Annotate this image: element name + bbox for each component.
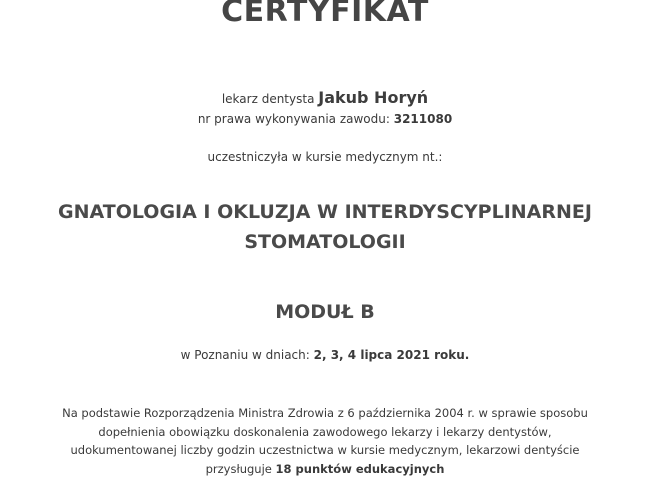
legal-line: udokumentowanej liczby godzin uczestnictwa w kursie medycznym, lekarzowi dentyście: [70, 443, 580, 457]
location-dates-line: [0, 348, 650, 362]
course-dates: 2, 3, 4 lipca 2021 roku.: [313, 348, 470, 362]
license-number: 3211080: [393, 112, 453, 126]
recipient-prefix: lekarz dentysta: [221, 92, 319, 106]
legal-line: dopełnienia obowiązku doskonalenia zawodowego lekarzy i lekarzy dentystów,: [98, 424, 552, 439]
license-line: [0, 112, 650, 126]
legal-line: Na podstawie Rozporządzenia Ministra Zdrowia z 6 października 2004 r. w sprawie sposobu: [62, 406, 588, 420]
legal-text: [20, 404, 630, 478]
participation-text: uczestniczyła w kursie medycznym nt.:: [207, 150, 443, 164]
course-title-line1: GNATOLOGIA I OKLUZJA W INTERDYSCYPLINARNEJ: [58, 201, 592, 223]
recipient-name: Jakub Horyń: [318, 88, 429, 107]
module-label: MODUŁ B: [275, 301, 375, 323]
certificate-title: CERTYFIKAT: [221, 0, 429, 29]
course-title-line2: STOMATOLOGII: [244, 231, 406, 253]
license-label: nr prawa wykonywania zawodu:: [197, 112, 394, 126]
recipient-line: [0, 88, 650, 107]
legal-line: [20, 460, 630, 479]
location-prefix: w Poznaniu w dniach:: [180, 348, 314, 362]
education-points: 18 punktów edukacyjnych: [275, 461, 445, 476]
legal-line4-prefix: przysługuje: [205, 461, 276, 476]
